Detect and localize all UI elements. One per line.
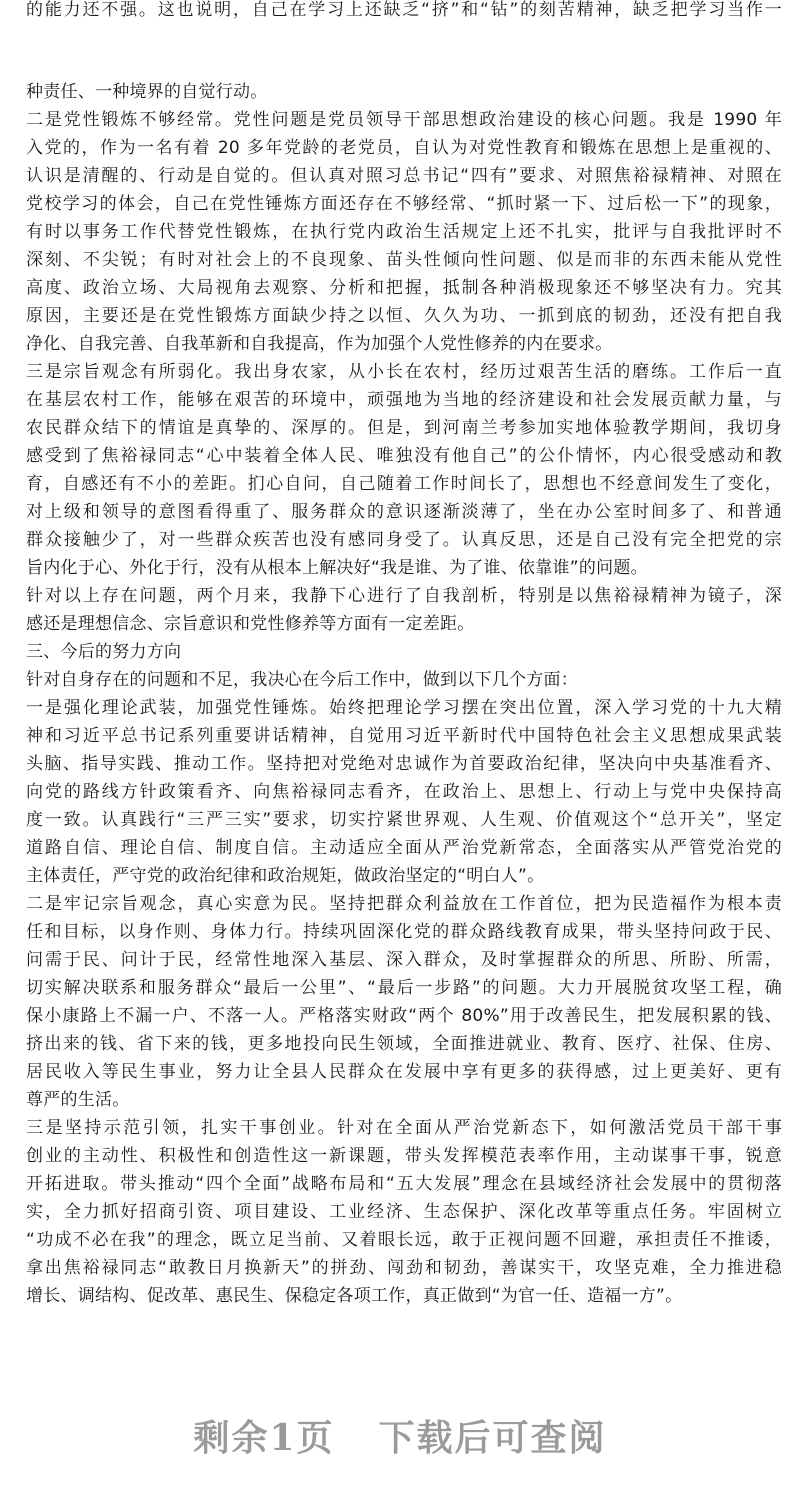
text-line-40: 创业的主动性、积极性和创造性这一新课题，带头发挥模范表率作用，主动谋事干事，锐意	[26, 1146, 782, 1166]
text-line-36: 挤出来的钱、省下来的钱，更多地投向民生领域，全面推进就业、教育、医疗、社保、住房、	[26, 1034, 782, 1054]
text-line-34: 切实解决联系和服务群众“最后一公里”、“最后一步路”的问题。大力开展脱贫攻坚工程，确	[26, 978, 782, 998]
text-line-37: 居民收入等民生事业，努力让全县人民群众在发展中享有更多的获得感，过上更美好、更有	[26, 1062, 782, 1082]
text-line-11: 净化、自我完善、自我革新和自我提高，作为加强个人党性修养的内在要求。	[26, 334, 613, 354]
text-line-44: 拿出焦裕禄同志“敢教日月换新天”的拼劲、闯劲和韧劲，善谋实干，攻坚克难，全力推进稳	[26, 1258, 782, 1278]
text-line-42: 实，全力抓好招商引资、项目建设、工业经济、生态保护、深化改革等重点任务。牢固树立	[26, 1202, 782, 1222]
text-line-19: 旨内化于心、外化于行，没有从根本上解决好“我是谁、为了谁、依靠谁”的问题。	[26, 558, 648, 578]
text-line-2: 种责任、一种境界的自觉行动。	[26, 82, 268, 102]
text-line-3: 二是党性锻炼不够经常。党性问题是党员领导干部思想政治建设的核心问题。我是 1990 年	[26, 110, 782, 130]
download-to-view-label: 下载后可查阅	[378, 1417, 607, 1459]
text-line-43: “功成不必在我”的理念，既立足当前、又着眼长远，敢于正视问题不回避，承担责任不推诿，	[26, 1230, 782, 1250]
text-line-32: 任和目标，以身作则、身体力行。持续巩固深化党的群众路线教育成果，带头坚持问政于民、	[26, 922, 782, 942]
text-line-45: 增长、调结构、促改革、惠民生、保稳定各项工作，真正做到“为官一任、造福一方”。	[26, 1286, 683, 1306]
text-line-12: 三是宗旨观念有所弱化。我出身农家，从小长在农村，经历过艰苦生活的磨练。工作后一直	[26, 362, 782, 382]
text-line-13: 在基层农村工作，能够在艰苦的环境中，顽强地为当地的经济建设和社会发展贡献力量，与	[26, 390, 782, 410]
text-line-26: 头脑、指导实践、推动工作。坚持把对党绝对忠诚作为首要政治纪律，坚决向中央基准看齐、	[26, 754, 782, 774]
text-line-28: 度一致。认真践行“三严三实”要求，切实拧紧世界观、人生观、价值观这个“总开关”，坚定	[26, 810, 782, 830]
text-line-8: 深刻、不尖锐；有时对社会上的不良现象、苗头性倾向性问题、似是而非的东西未能从党性	[26, 250, 782, 270]
text-line-41: 开拓进取。带头推动“四个全面”战略布局和“五大发展”理念在县域经济社会发展中的贯彻落	[26, 1174, 782, 1194]
text-line-17: 对上级和领导的意图看得重了、服务群众的意识逐渐淡薄了，坐在办公室时间多了、和普通	[26, 502, 782, 522]
text-line-10: 原因，主要还是在党性锻炼方面缺少持之以恒、久久为功、一抓到底的韧劲，还没有把自我	[26, 306, 782, 326]
text-line-14: 农民群众结下的情谊是真挚的、深厚的。但是，到河南兰考参加实地体验教学期间，我切身	[26, 418, 782, 438]
text-line-9: 高度、政治立场、大局视角去观察、分析和把握，抵制各种消极现象还不够坚决有力。究其	[26, 278, 782, 298]
text-line-23: 针对自身存在的问题和不足，我决心在今后工作中，做到以下几个方面：	[26, 670, 578, 690]
text-line-5: 认识是清醒的、行动是自觉的。但认真对照习总书记“四有”要求、对照焦裕禄精神、对照在	[26, 166, 782, 186]
text-line-39: 三是坚持示范引领，扎实干事创业。针对在全面从严治党新态下，如何激活党员干部干事	[26, 1118, 782, 1138]
download-prompt[interactable]	[0, 1410, 800, 1461]
section-heading: 三、今后的努力方向	[26, 642, 182, 662]
text-line-33: 问需于民、问计于民，经常性地深入基层、深入群众，及时掌握群众的所思、所盼、所需，	[26, 950, 782, 970]
text-line-29: 道路自信、理论自信、制度自信。主动适应全面从严治党新常态，全面落实从严管党治党的	[26, 838, 782, 858]
text-line-7: 有时以事务工作代替党性锻炼，在执行党内政治生活规定上还不扎实，批评与自我批评时不	[26, 222, 782, 242]
text-line-30: 主体责任，严守党的政治纪律和政治规矩，做政治坚定的“明白人”。	[26, 866, 545, 886]
text-line-25: 神和习近平总书记系列重要讲话精神，自觉用习近平新时代中国特色社会主义思想成果武装	[26, 726, 782, 746]
text-line-35: 保小康路上不漏一户、不落一人。严格落实财政“两个 80%”用于改善民生，把发展积累的钱、	[26, 1006, 782, 1026]
text-line-31: 二是牢记宗旨观念，真心实意为民。坚持把群众利益放在工作首位，把为民造福作为根本责	[26, 894, 782, 914]
text-line-4: 入党的，作为一名有着 20 多年党龄的老党员，自认为对党性教育和锻炼在思想上是重视的、	[26, 138, 782, 158]
text-line-24: 一是强化理论武装，加强党性锤炼。始终把理论学习摆在突出位置，深入学习党的十九大精	[26, 698, 782, 718]
text-line-15: 感受到了焦裕禄同志“心中装着全体人民、唯独没有他自己”的公仆情怀，内心很受感动和教	[26, 446, 782, 466]
remaining-pages-label: 剩余1页	[193, 1417, 335, 1459]
text-line-6: 党校学习的体会，自己在党性锤炼方面还存在不够经常、“抓时紧一下、过后松一下”的现象，	[26, 194, 782, 214]
text-line-1: 的能力还不强。这也说明，自己在学习上还缺乏“挤”和“钻”的刻苦精神，缺乏把学习当作一	[26, 0, 782, 20]
text-line-27: 向党的路线方针政策看齐、向焦裕禄同志看齐，在政治上、思想上、行动上与党中央保持高	[26, 782, 782, 802]
text-line-18: 群众接触少了，对一些群众疾苦也没有感同身受了。认真反思，还是自己没有完全把党的宗	[26, 530, 782, 550]
text-line-38: 尊严的生活。	[26, 1090, 130, 1110]
text-line-16: 育，自感还有不小的差距。扪心自问，自己随着工作时间长了，思想也不经意间发生了变化，	[26, 474, 782, 494]
text-line-20: 针对以上存在问题，两个月来，我静下心进行了自我剖析，特别是以焦裕禄精神为镜子，深	[26, 586, 782, 606]
text-line-21: 感还是理想信念、宗旨意识和党性修养等方面有一定差距。	[26, 614, 475, 634]
